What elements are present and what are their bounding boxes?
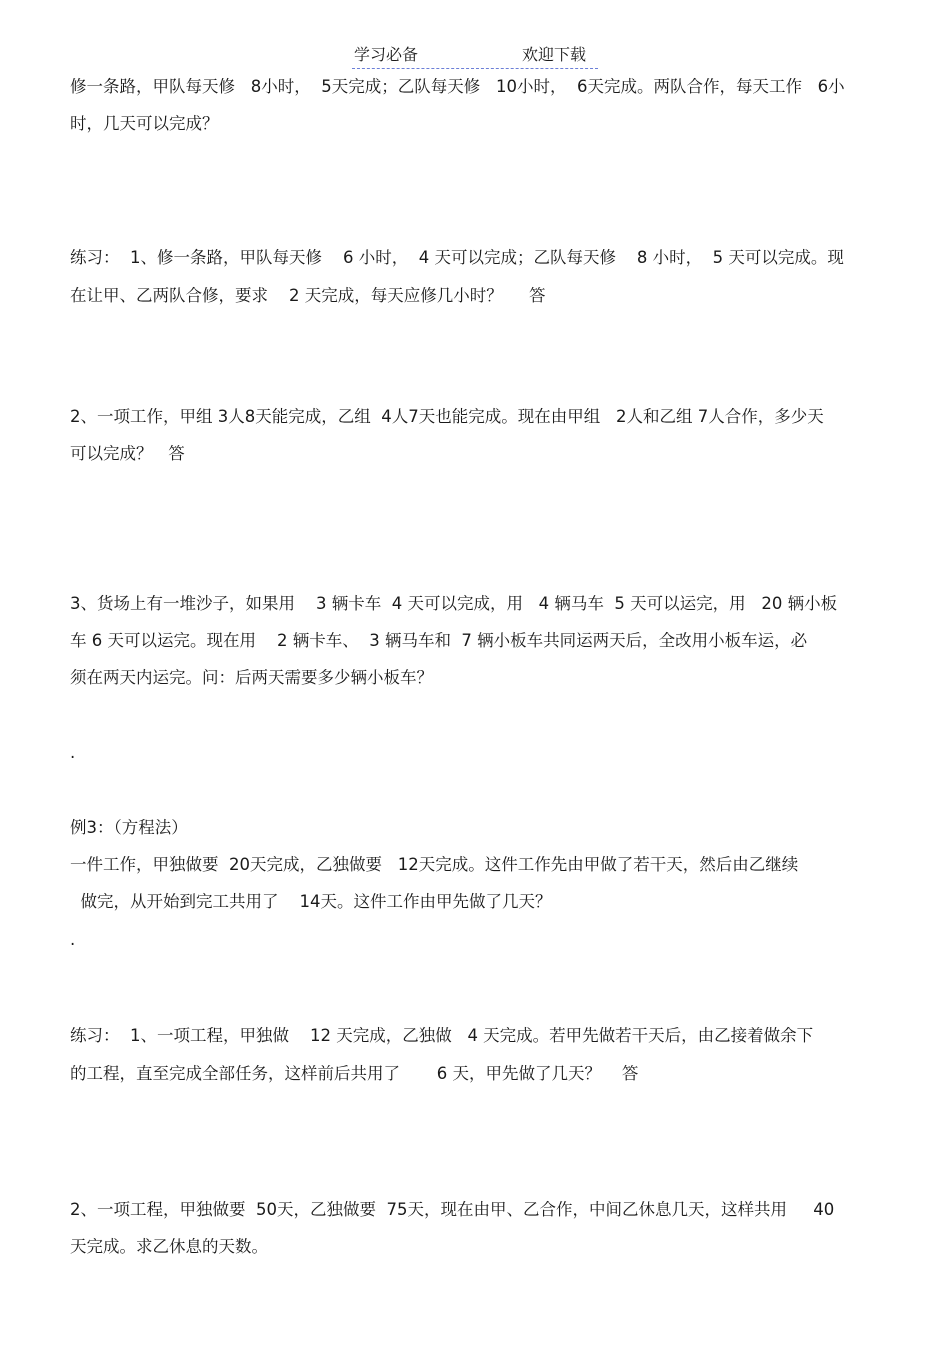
exercise-4-line-2: 的工程，直至完成全部任务，这样前后共用了 6 天，甲先做了几天？ 答 bbox=[70, 1064, 639, 1083]
exercise-3-line-3: 须在两天内运完。问：后两天需要多少辆小板车？ bbox=[70, 668, 433, 687]
exercise-5-line-1: 2、一项工程，甲独做要 50天，乙独做要 75天，现在由甲、乙合作，中间乙休息几天，这样共用 40 bbox=[70, 1200, 835, 1219]
page-header bbox=[352, 42, 598, 69]
exercise-3-line-2: 车 6 天可以运完。现在用 2 辆卡车、 3 辆马车和 7 辆小板车共同运两天后，全改用小板车运，必 bbox=[70, 631, 808, 650]
exercise-2-line-2: 可以完成？ 答 bbox=[70, 444, 185, 463]
example-3-line-2: 做完，从开始到完工共用了 14天。这件工作由甲先做了几天？ bbox=[70, 892, 552, 911]
exercise-3-line-1: 3、货场上有一堆沙子，如果用 3 辆卡车 4 天可以完成，用 4 辆马车 5 天可以运完，用 20 辆小板 bbox=[70, 594, 838, 613]
problem-1-line-2: 时，几天可以完成？ bbox=[70, 114, 219, 133]
dot-separator-1: . bbox=[70, 743, 76, 762]
header-left-text: 学习必备 bbox=[354, 45, 419, 64]
exercise-4-line-1: 练习： 1、一项工程，甲独做 12 天完成，乙独做 4 天完成。若甲先做若干天后，由乙接着做余下 bbox=[70, 1026, 814, 1045]
example-3-line-1: 一件工作，甲独做要 20天完成，乙独做要 12天完成。这件工作先由甲做了若干天，然后由乙继续 bbox=[70, 855, 799, 874]
exercise-1-line-1: 练习： 1、修一条路，甲队每天修 6 小时， 4 天可以完成；乙队每天修 8 小时， 5 天可以完成。现 bbox=[70, 248, 844, 267]
exercise-5-line-2: 天完成。求乙休息的天数。 bbox=[70, 1237, 268, 1256]
example-3-heading: 例3：（方程法） bbox=[70, 818, 188, 837]
exercise-2-line-1: 2、一项工作，甲组 3人8天能完成，乙组 4人7天也能完成。现在由甲组 2人和乙组 7人合作，多少天 bbox=[70, 407, 824, 426]
dot-separator-2: . bbox=[70, 930, 76, 949]
header-right-text: 欢迎下载 bbox=[522, 45, 587, 64]
problem-1-line-1: 修一条路，甲队每天修 8小时， 5天完成；乙队每天修 10小时， 6天完成。两队合作，每天工作 6小 bbox=[70, 77, 845, 96]
exercise-1-line-2: 在让甲、乙两队合修，要求 2 天完成，每天应修几小时？ 答 bbox=[70, 286, 546, 305]
